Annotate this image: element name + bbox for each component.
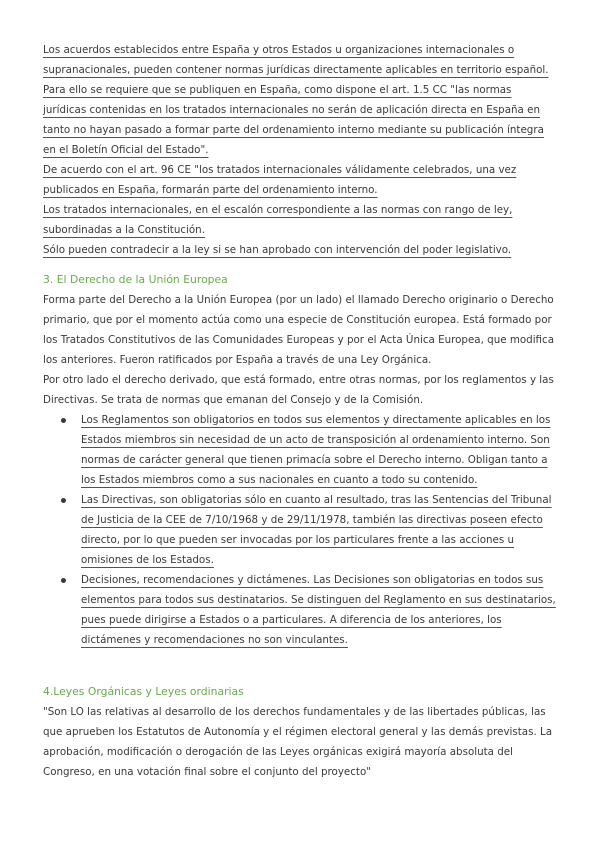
bullet-icon: [61, 578, 66, 583]
list-item-text: Decisiones, recomendaciones y dictámenes. Las Decisiones son obligatorias en todos sus elementos para todos sus destinatarios. Se distinguen del Reglamento en sus destinatarios, pues puede dirigirse a Estados o a particulares. A diferencia de los anteriores, los dictámenes y recomendaciones no son vinculantes.: [81, 574, 556, 646]
bullet-icon: [61, 498, 66, 503]
list-item-text: Los Reglamentos son obligatorios en todos sus elementos y directamente aplicables en los Estados miembros sin necesidad de un acto de transposición al ordenamiento interno. Son normas de carácter general que tienen primacía sobre el Derecho interno. Obligan tanto a los Estados miembros como a sus nacionales en cuanto a todo su contenido.: [81, 414, 551, 486]
section-3-heading: 3. El Derecho de la Unión Europea: [43, 273, 228, 286]
spacer: [43, 650, 557, 682]
section-3-paragraph-1: Forma parte del Derecho a la Unión Europea (por un lado) el llamado Derecho originario o Derecho primario, que por el momento actúa como una especie de Constitución europea. Está formado por los Tratados Constitutivos de las Comunidades Europeas y por el Acta Única Europea, que modifica los anteriores. Fueron ratificados por España a través de una Ley Orgánica.: [43, 294, 555, 366]
spacer: [43, 260, 557, 270]
intro-paragraph-2: Para ello se requiere que se publiquen en España, como dispone el art. 1.5 CC "las normas jurídicas contenidas en los tratados internacionales no serán de aplicación directa en España en tanto no hayan pasado a formar parte del ordenamiento interno mediante su publicación íntegra en el Boletín Oficial del Estado".: [43, 84, 544, 156]
list-item: [43, 490, 557, 570]
bullet-icon: [61, 418, 66, 423]
section-4-paragraph: "Son LO las relativas al desarrollo de los derechos fundamentales y de las libertades públicas, las que aprueben los Estatutos de Autonomía y el régimen electoral general y las demás previstas. La aprobación, modificación o derogación de las Leyes orgánicas exigirá mayoría absoluta del Congreso, en una votación final sobre el conjunto del proyecto": [43, 706, 553, 778]
list-item-text: Las Directivas, son obligatorias sólo en cuanto al resultado, tras las Sentencias del Tribunal de Justicia de la CEE de 7/10/1968 y de 29/11/1978, también las directivas poseen efecto directo, por lo que pueden ser invocadas por los particulares frente a las acciones u omisiones de los Estados.: [81, 494, 552, 566]
document-page: [43, 40, 557, 782]
list-item: [43, 410, 557, 490]
intro-paragraph-1: Los acuerdos establecidos entre España y otros Estados u organizaciones internacionales o supranacionales, pueden contener normas jurídicas directamente aplicables en territorio español.: [43, 44, 549, 76]
intro-paragraph-4: Los tratados internacionales, en el escalón correspondiente a las normas con rango de ley, subordinadas a la Constitución.: [43, 204, 513, 236]
intro-paragraph-3: De acuerdo con el art. 96 CE "los tratados internacionales válidamente celebrados, una vez publicados en España, formarán parte del ordenamiento interno.: [43, 164, 517, 196]
intro-paragraph-5: Sólo pueden contradecir a la ley si se han aprobado con intervención del poder legislativo.: [43, 244, 512, 256]
section-4-heading: 4.Leyes Orgánicas y Leyes ordinarias: [43, 685, 244, 698]
eu-law-list: [43, 410, 557, 650]
list-item: [43, 570, 557, 650]
section-3-paragraph-2: Por otro lado el derecho derivado, que está formado, entre otras normas, por los reglamentos y las Directivas. Se trata de normas que emanan del Consejo y de la Comisión.: [43, 374, 554, 406]
